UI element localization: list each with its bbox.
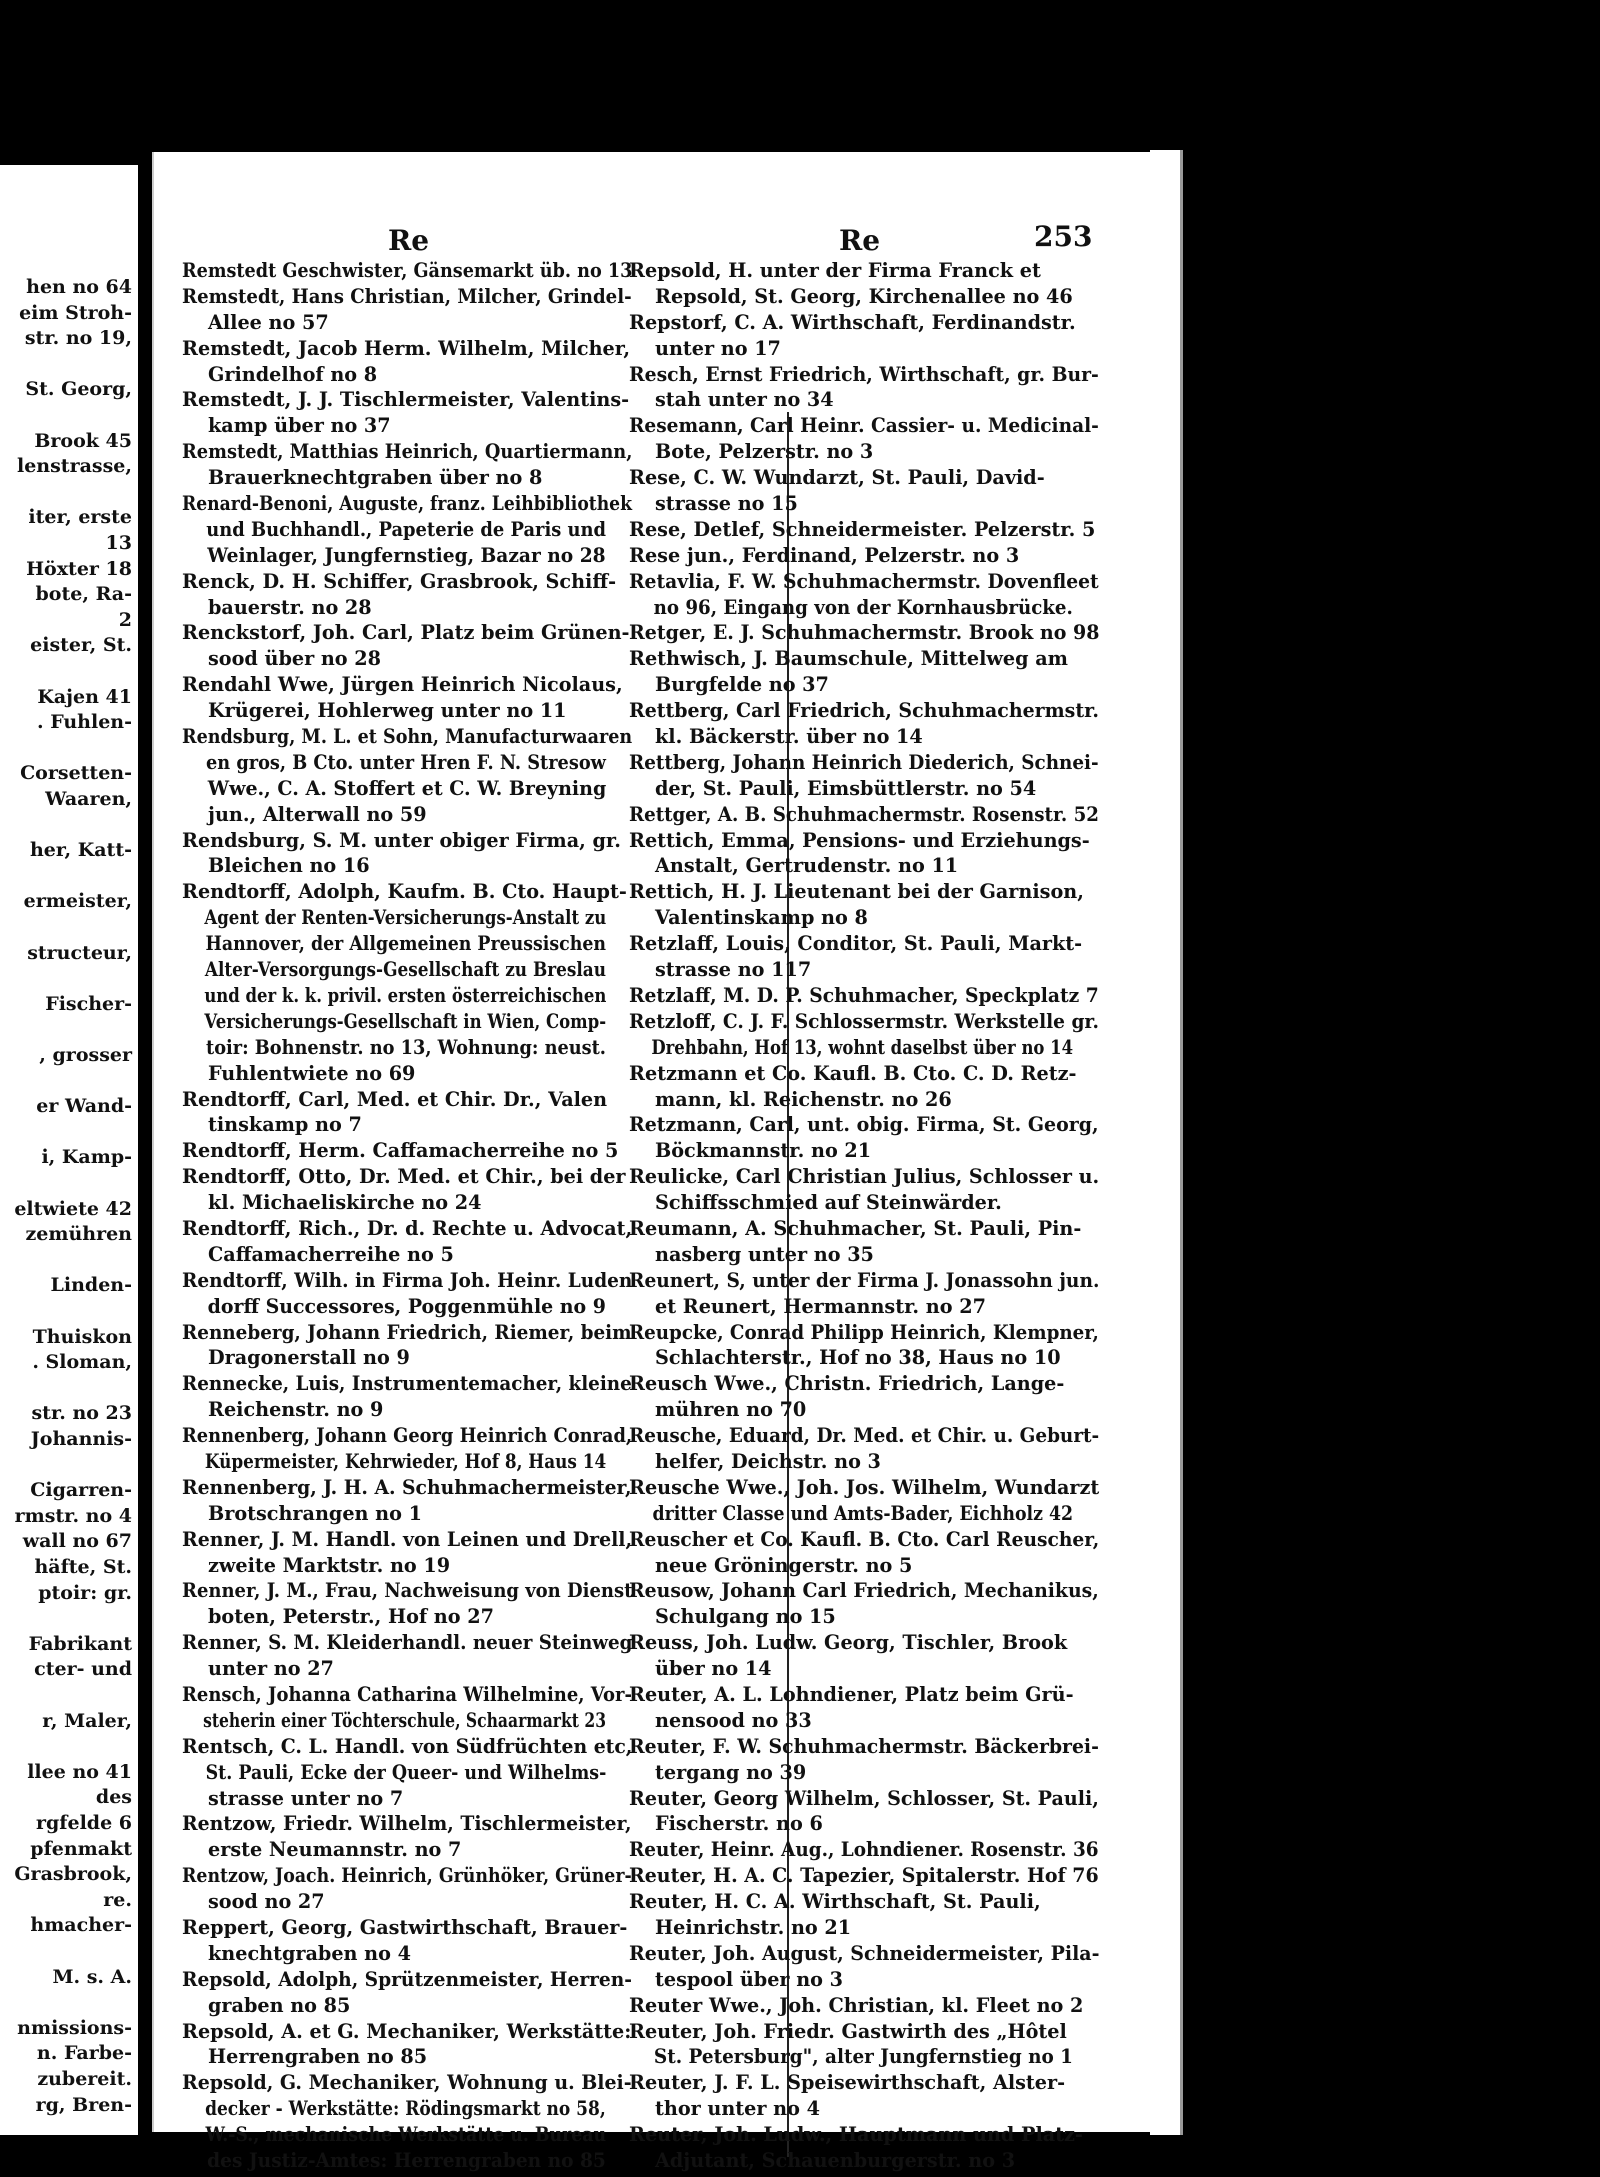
directory-entry bbox=[182, 1475, 640, 1527]
entry-name-line: Reuter, F. W. Schuhmachermstr. Bäckerbrei- bbox=[629, 1734, 1099, 1758]
directory-entry bbox=[182, 1087, 640, 1139]
entry-continuation-line: Caffamacherreihe no 5 bbox=[208, 1242, 454, 1266]
directory-entry bbox=[182, 1863, 640, 1915]
directory-entry bbox=[182, 2019, 640, 2071]
entry-continuation-line: Fischerstr. no 6 bbox=[655, 1812, 823, 1836]
directory-entry bbox=[182, 1371, 640, 1423]
directory-entry bbox=[629, 569, 1109, 621]
left-fragment-line: Waaren, bbox=[45, 788, 132, 810]
directory-entry bbox=[629, 1216, 1109, 1268]
directory-entry bbox=[629, 1164, 1109, 1216]
entry-continuation-line: strasse no 15 bbox=[655, 492, 798, 516]
entry-name-line: Rendtorff, Wilh. in Firma Joh. Heinr. Luden bbox=[182, 1268, 633, 1292]
entry-continuation-line: Burgfelde no 37 bbox=[655, 673, 829, 697]
entry-name-line: Remstedt, Jacob Herm. Wilhelm, Milcher, bbox=[182, 336, 631, 360]
directory-entry bbox=[629, 465, 1109, 517]
directory-entry bbox=[182, 1268, 640, 1320]
entry-continuation-line: steherin einer Töchterschule, Schaarmarkt 23 bbox=[203, 1708, 607, 1732]
left-fragment-line: rg, Bren- bbox=[35, 2093, 132, 2116]
entry-name-line: Reupcke, Conrad Philipp Heinrich, Klempner, bbox=[629, 1320, 1099, 1344]
directory-entry bbox=[182, 491, 640, 569]
entry-name-line: Rettberg, Johann Heinrich Diederich, Schnei- bbox=[629, 750, 1099, 774]
directory-entry bbox=[629, 1578, 1109, 1630]
directory-entry bbox=[182, 1682, 640, 1734]
left-fragment-line: Grasbrook, bbox=[14, 1863, 132, 1886]
entry-name-line: Reuter, Joh. Friedr. Gastwirth des „Hôtel bbox=[629, 2019, 1067, 2043]
left-column bbox=[182, 258, 640, 2174]
entry-name-line: Renner, S. M. Kleiderhandl. neuer Steinweg bbox=[182, 1631, 633, 1655]
entry-name-line: Rentsch, C. L. Handl. von Südfrüchten etc, bbox=[182, 1734, 633, 1758]
directory-entry bbox=[182, 724, 640, 828]
directory-entry bbox=[629, 750, 1109, 802]
left-running-head: Re bbox=[388, 224, 430, 257]
left-fragment-line: wall no 67 bbox=[22, 1530, 132, 1553]
directory-entry bbox=[629, 362, 1109, 414]
entry-name-line: Reulicke, Carl Christian Julius, Schlosser u. bbox=[629, 1165, 1100, 1189]
left-fragment-line: structeur, bbox=[27, 941, 132, 964]
left-fragment-line: str. no 19, bbox=[24, 327, 132, 350]
left-fragment-line: pfenmakt bbox=[30, 1837, 132, 1860]
directory-entry bbox=[182, 2070, 640, 2174]
entry-continuation-line: Brotschrangen no 1 bbox=[208, 1501, 422, 1525]
entry-name-line: Rese jun., Ferdinand, Pelzerstr. no 3 bbox=[629, 543, 1020, 567]
entry-name-line: Reunert, S, unter der Firma J. Jonassohn jun. bbox=[629, 1268, 1100, 1292]
entry-continuation-line: Drehbahn, Hof 13, wohnt daselbst über no 14 bbox=[651, 1035, 1074, 1059]
directory-entry bbox=[629, 879, 1109, 931]
left-fragment-line: Kajen 41 bbox=[37, 685, 132, 708]
entry-name-line: Rettger, A. B. Schuhmachermstr. Rosenstr. 52 bbox=[629, 802, 1099, 826]
entry-name-line: Rettich, H. J. Lieutenant bei der Garnison, bbox=[629, 880, 1084, 904]
left-fragment-line: iter, erste bbox=[28, 506, 132, 529]
directory-entry bbox=[629, 620, 1109, 646]
entry-continuation-line: Brauerknechtgraben über no 8 bbox=[208, 466, 543, 490]
directory-entry bbox=[629, 2019, 1109, 2071]
entry-continuation-line: der, St. Pauli, Eimsbüttlerstr. no 54 bbox=[655, 776, 1037, 800]
entry-name-line: Reuter, H. A. C. Tapezier, Spitalerstr. Hof 76 bbox=[629, 1864, 1099, 1888]
entry-name-line: Reumann, A. Schuhmacher, St. Pauli, Pin- bbox=[629, 1216, 1082, 1240]
entry-name-line: Renckstorf, Joh. Carl, Platz beim Grünen- bbox=[182, 621, 630, 645]
directory-entry bbox=[629, 310, 1109, 362]
directory-entry bbox=[629, 1423, 1109, 1475]
entry-continuation-line: zweite Marktstr. no 19 bbox=[208, 1553, 451, 1577]
entry-name-line: Rese, Detlef, Schneidermeister. Pelzerstr. 5 bbox=[629, 517, 1096, 541]
entry-name-line: Repsold, A. et G. Mechaniker, Werkstätte: bbox=[182, 2019, 632, 2043]
left-fragment-line: 13 bbox=[105, 532, 132, 554]
entry-continuation-line: kl. Michaeliskirche no 24 bbox=[208, 1191, 482, 1215]
directory-entry bbox=[629, 1863, 1109, 1889]
entry-name-line: Reuter, Joh. Ludw., Hauptmann und Platz- bbox=[629, 2123, 1083, 2147]
entry-continuation-line: tespool über no 3 bbox=[655, 1967, 843, 1991]
directory-entry bbox=[629, 828, 1109, 880]
entry-name-line: Reppert, Georg, Gastwirthschaft, Brauer- bbox=[182, 1916, 628, 1939]
entry-name-line: Renner, J. M., Frau, Nachweisung von Dienst bbox=[182, 1579, 633, 1603]
entry-continuation-line: St. Petersburg", alter Jungfernstieg no 1 bbox=[653, 2045, 1073, 2069]
left-fragment-line: zemühren bbox=[25, 1223, 132, 1246]
directory-entry bbox=[629, 1527, 1109, 1579]
entry-continuation-line: strasse no 117 bbox=[655, 958, 812, 982]
left-fragment-line: Fischer- bbox=[45, 992, 132, 1015]
left-fragment-line: i, Kamp- bbox=[41, 1146, 132, 1169]
left-fragment-line: . Sloman, bbox=[32, 1351, 132, 1374]
entry-name-line: Remstedt, J. J. Tischlermeister, Valentins- bbox=[182, 388, 630, 412]
entry-name-line: Retger, E. J. Schuhmachermstr. Brook no 98 bbox=[629, 621, 1100, 645]
left-fragment-line: cter- und bbox=[34, 1658, 132, 1681]
entry-continuation-line: Schlachterstr., Hof no 38, Haus no 10 bbox=[655, 1346, 1061, 1370]
directory-entry bbox=[629, 1889, 1109, 1941]
entry-name-line: Repsold, G. Mechaniker, Wohnung u. Blei- bbox=[182, 2071, 632, 2095]
entry-name-line: Rendtorff, Otto, Dr. Med. et Chir., bei der bbox=[182, 1165, 626, 1189]
entry-name-line: Reusche, Eduard, Dr. Med. et Chir. u. Geburt- bbox=[629, 1424, 1100, 1448]
entry-name-line: Retzlaff, M. D. P. Schuhmacher, Speckplatz 7 bbox=[629, 983, 1099, 1007]
left-fragment-line: er Wand- bbox=[36, 1095, 132, 1118]
entry-name-line: Rendtorff, Herm. Caffamacherreihe no 5 bbox=[182, 1139, 619, 1163]
entry-name-line: Reusche Wwe., Joh. Jos. Wilhelm, Wundarzt bbox=[629, 1475, 1100, 1499]
directory-entry bbox=[182, 620, 640, 672]
entry-continuation-line: Adjutant, Schauenburgerstr. no 3 bbox=[655, 2149, 1016, 2173]
entry-continuation-line: stah unter no 34 bbox=[655, 388, 834, 412]
entry-name-line: Rethwisch, J. Baumschule, Mittelweg am bbox=[629, 647, 1068, 671]
entry-name-line: Reuter Wwe., Joh. Christian, kl. Fleet no 2 bbox=[629, 1993, 1084, 2017]
entry-name-line: Reuter, Georg Wilhelm, Schlosser, St. Pauli, bbox=[629, 1786, 1099, 1810]
entry-name-line: Reuter, A. L. Lohndiener, Platz beim Grü- bbox=[629, 1682, 1074, 1706]
entry-continuation-line: und der k. k. privil. ersten österreichischen bbox=[204, 983, 607, 1007]
entry-continuation-line: bauerstr. no 28 bbox=[208, 595, 372, 619]
left-fragment-line: Höxter 18 bbox=[26, 557, 132, 580]
entry-name-line: Resemann, Carl Heinr. Cassier- u. Medicinal- bbox=[629, 414, 1099, 438]
entry-name-line: Retavlia, F. W. Schuhmachermstr. Dovenfleet bbox=[629, 569, 1099, 593]
left-fragment-line: eister, St. bbox=[30, 634, 132, 657]
directory-entry bbox=[182, 569, 640, 621]
left-fragment-line: Brook 45 bbox=[34, 429, 132, 452]
entry-continuation-line: unter no 27 bbox=[208, 1657, 334, 1681]
left-fragment-line: rgfelde 6 bbox=[36, 1812, 132, 1834]
entry-continuation-line: Herrengraben no 85 bbox=[208, 2045, 428, 2069]
entry-continuation-line: Bote, Pelzerstr. no 3 bbox=[655, 440, 874, 464]
directory-entry bbox=[629, 413, 1109, 465]
directory-entry bbox=[629, 1682, 1109, 1734]
entry-continuation-line: Bleichen no 16 bbox=[208, 854, 370, 878]
entry-continuation-line: sood no 27 bbox=[208, 1890, 325, 1914]
entry-continuation-line: decker - Werkstätte: Rödingsmarkt no 58, bbox=[205, 2097, 606, 2121]
directory-entry bbox=[182, 1138, 640, 1164]
left-fragment-line: zubereit. bbox=[37, 2068, 132, 2090]
entry-name-line: Repstorf, C. A. Wirthschaft, Ferdinandstr. bbox=[629, 310, 1076, 334]
entry-name-line: Retzlaff, Louis, Conditor, St. Pauli, Markt- bbox=[629, 932, 1083, 956]
entry-name-line: Reuscher et Co. Kaufl. B. Cto. Carl Reuscher, bbox=[629, 1527, 1100, 1551]
right-running-head: Re bbox=[839, 224, 881, 257]
entry-continuation-line: helfer, Deichstr. no 3 bbox=[655, 1449, 881, 1473]
directory-entry bbox=[182, 672, 640, 724]
entry-name-line: Renard-Benoni, Auguste, franz. Leihbibliothek bbox=[182, 492, 632, 516]
entry-name-line: Reuter, J. F. L. Speisewirthschaft, Alster- bbox=[629, 2071, 1066, 2095]
entry-name-line: Renck, D. H. Schiffer, Grasbrook, Schiff- bbox=[182, 569, 617, 593]
left-fragment-line: , grosser bbox=[39, 1044, 132, 1066]
directory-entry bbox=[629, 646, 1109, 698]
entry-continuation-line: neue Gröningerstr. no 5 bbox=[655, 1553, 913, 1577]
entry-name-line: Resch, Ernst Friedrich, Wirthschaft, gr. Bur- bbox=[629, 362, 1099, 386]
entry-name-line: Rendtorff, Rich., Dr. d. Rechte u. Advocat, bbox=[182, 1216, 633, 1240]
left-fragment-line: . Fuhlen- bbox=[36, 711, 132, 734]
directory-entry bbox=[629, 543, 1109, 569]
entry-name-line: Remstedt Geschwister, Gänsemarkt üb. no 13 bbox=[182, 259, 633, 282]
entry-name-line: Reuter, Heinr. Aug., Lohndiener. Rosenstr. 36 bbox=[629, 1838, 1099, 1862]
entry-continuation-line: graben no 85 bbox=[208, 1993, 351, 2017]
directory-entry bbox=[629, 1268, 1109, 1320]
directory-entry bbox=[182, 879, 640, 1086]
entry-continuation-line: toir: Bohnenstr. no 13, Wohnung: neust. bbox=[206, 1035, 606, 1059]
entry-continuation-line: St. Pauli, Ecke der Queer- und Wilhelms- bbox=[205, 1760, 607, 1784]
directory-entry bbox=[629, 698, 1109, 750]
entry-continuation-line: Heinrichstr. no 21 bbox=[655, 1916, 852, 1939]
left-fragment-line: ermeister, bbox=[23, 890, 132, 913]
entry-name-line: Reuter, Joh. August, Schneidermeister, Pila- bbox=[629, 1941, 1100, 1965]
entry-continuation-line: Hannover, der Allgemeinen Preussischen bbox=[205, 932, 606, 956]
entry-continuation-line: Anstalt, Gertrudenstr. no 11 bbox=[655, 854, 959, 878]
entry-continuation-line: mühren no 70 bbox=[655, 1398, 807, 1422]
directory-entry bbox=[182, 387, 640, 439]
entry-continuation-line: Krügerei, Hohlerweg unter no 11 bbox=[208, 699, 567, 723]
entry-continuation-line: en gros, B Cto. unter Hren F. N. Stresow bbox=[206, 750, 606, 774]
left-fragment-line: Thuiskon bbox=[32, 1325, 132, 1348]
entry-continuation-line: mann, kl. Reichenstr. no 26 bbox=[655, 1087, 952, 1111]
left-fragment-line: Johannis- bbox=[30, 1428, 132, 1450]
entry-continuation-line: Küpermeister, Kehrwieder, Hof 8, Haus 14 bbox=[204, 1449, 607, 1473]
entry-name-line: Retzmann et Co. Kaufl. B. Cto. C. D. Retz- bbox=[629, 1061, 1077, 1085]
entry-continuation-line: tinskamp no 7 bbox=[208, 1113, 362, 1137]
entry-continuation-line: Wwe., C. A. Stoffert et C. W. Breyning bbox=[207, 776, 607, 800]
directory-entry bbox=[629, 1993, 1109, 2019]
left-fragment-line: des bbox=[95, 1786, 132, 1809]
entry-continuation-line: et Reunert, Hermannstr. no 27 bbox=[655, 1294, 986, 1318]
entry-name-line: Renner, J. M. Handl. von Leinen und Drell, bbox=[182, 1527, 633, 1551]
left-fragment-line: str. no 23 bbox=[31, 1402, 132, 1425]
directory-entry bbox=[629, 1734, 1109, 1786]
left-fragment-line: hmacher- bbox=[30, 1914, 132, 1937]
entry-name-line: Rettberg, Carl Friedrich, Schuhmachermstr. bbox=[629, 699, 1099, 723]
left-fragment-line: M. s. A. bbox=[52, 1965, 132, 1988]
directory-entry bbox=[629, 802, 1109, 828]
left-fragment-line: lenstrasse, bbox=[16, 455, 132, 478]
left-fragment-line: 2 bbox=[118, 608, 132, 631]
entry-continuation-line: unter no 17 bbox=[655, 336, 781, 360]
entry-name-line: Rettich, Emma, Pensions- und Erziehungs- bbox=[629, 828, 1090, 852]
entry-continuation-line: Reichenstr. no 9 bbox=[208, 1398, 384, 1422]
entry-continuation-line: kl. Bäckerstr. über no 14 bbox=[655, 725, 923, 749]
entry-name-line: Reusch Wwe., Christn. Friedrich, Lange- bbox=[629, 1372, 1065, 1396]
entry-continuation-line: Valentinskamp no 8 bbox=[655, 906, 868, 930]
left-fragment-line: Linden- bbox=[50, 1274, 132, 1297]
entry-continuation-line: nensood no 33 bbox=[655, 1708, 812, 1732]
entry-continuation-line: Schiffsschmied auf Steinwärder. bbox=[655, 1191, 1002, 1215]
directory-entry bbox=[629, 983, 1109, 1009]
left-fragment-line: häfte, St. bbox=[34, 1556, 132, 1578]
entry-continuation-line: Allee no 57 bbox=[208, 310, 329, 334]
directory-entry bbox=[182, 439, 640, 491]
left-fragment-line: eltwiete 42 bbox=[14, 1197, 132, 1220]
entry-continuation-line: sood über no 28 bbox=[208, 647, 381, 671]
entry-continuation-line: Weinlager, Jungfernstieg, Bazar no 28 bbox=[207, 543, 606, 567]
directory-entry bbox=[629, 1837, 1109, 1863]
entry-continuation-line: boten, Peterstr., Hof no 27 bbox=[208, 1605, 494, 1629]
left-fragment-line: Corsetten- bbox=[20, 762, 132, 785]
left-fragment-line: rmstr. no 4 bbox=[14, 1504, 132, 1527]
directory-entry bbox=[182, 1578, 640, 1630]
entry-continuation-line: über no 14 bbox=[655, 1657, 772, 1681]
entry-continuation-line: Alter-Versorgungs-Gesellschaft zu Breslau bbox=[204, 958, 606, 982]
left-fragment-line: n. Farbe- bbox=[36, 2042, 132, 2065]
entry-name-line: Rennenberg, Johann Georg Heinrich Conrad, bbox=[182, 1424, 633, 1448]
directory-entry bbox=[629, 258, 1109, 310]
left-page-fragment bbox=[0, 165, 138, 2135]
entry-continuation-line: Repsold, St. Georg, Kirchenallee no 46 bbox=[655, 284, 1073, 308]
left-fragment-line: r, Maler, bbox=[42, 1709, 132, 1732]
entry-name-line: Repsold, Adolph, Sprützenmeister, Herren- bbox=[182, 1967, 633, 1991]
entry-continuation-line: strasse unter no 7 bbox=[208, 1786, 404, 1810]
right-column bbox=[629, 258, 1109, 2174]
entry-name-line: Rendahl Wwe, Jürgen Heinrich Nicolaus, bbox=[182, 673, 623, 697]
entry-continuation-line: nasberg unter no 35 bbox=[655, 1242, 874, 1266]
left-fragment-line: nmissions- bbox=[17, 2016, 132, 2039]
entry-name-line: Rensch, Johanna Catharina Wilhelmine, Vor- bbox=[182, 1682, 632, 1706]
left-fragment-line: re. bbox=[103, 1888, 132, 1911]
entry-name-line: Rendtorff, Adolph, Kaufm. B. Cto. Haupt- bbox=[182, 880, 627, 904]
left-fragment-line: her, Katt- bbox=[29, 839, 132, 862]
entry-name-line: Rendsburg, S. M. unter obiger Firma, gr. bbox=[182, 828, 621, 852]
directory-entry bbox=[629, 931, 1109, 983]
entry-name-line: Rendsburg, M. L. et Sohn, Manufacturwaaren bbox=[182, 725, 633, 749]
entry-name-line: Rennecke, Luis, Instrumentemacher, kleine bbox=[182, 1372, 632, 1396]
entry-continuation-line: Böckmannstr. no 21 bbox=[655, 1139, 872, 1163]
left-fragment-line: bote, Ra- bbox=[35, 583, 132, 606]
entry-name-line: Rennenberg, J. H. A. Schuhmachermeister, bbox=[182, 1475, 632, 1499]
entry-name-line: Remstedt, Matthias Heinrich, Quartiermann, bbox=[182, 440, 633, 464]
left-fragment-line: eim Stroh- bbox=[19, 301, 132, 324]
entry-continuation-line: knechtgraben no 4 bbox=[208, 1941, 411, 1965]
directory-entry bbox=[182, 336, 640, 388]
entry-continuation-line: thor unter no 4 bbox=[655, 2097, 820, 2121]
left-fragment-line: hen no 64 bbox=[26, 276, 132, 298]
left-fragment-line: Fabrikant bbox=[28, 1632, 132, 1655]
entry-name-line: Remstedt, Hans Christian, Milcher, Grindel- bbox=[182, 284, 632, 308]
entry-continuation-line: Fuhlentwiete no 69 bbox=[208, 1061, 416, 1085]
left-fragment-line: llee no 41 bbox=[27, 1760, 132, 1783]
entry-name-line: Rentzow, Friedr. Wilhelm, Tischlermeister, bbox=[182, 1812, 632, 1836]
directory-entry bbox=[629, 517, 1109, 543]
entry-continuation-line: no 96, Eingang von der Kornhausbrücke. bbox=[653, 595, 1073, 619]
directory-entry bbox=[182, 1320, 640, 1372]
directory-entry bbox=[629, 1630, 1109, 1682]
entry-continuation-line: kamp über no 37 bbox=[208, 414, 391, 438]
directory-entry bbox=[629, 2122, 1109, 2174]
entry-name-line: Reuter, H. C. A. Wirthschaft, St. Pauli, bbox=[629, 1890, 1041, 1914]
directory-entry bbox=[629, 1941, 1109, 1993]
entry-name-line: Rendtorff, Carl, Med. et Chir. Dr., Valen bbox=[182, 1087, 608, 1111]
directory-entry bbox=[629, 1061, 1109, 1113]
left-fragment-line: St. Georg, bbox=[25, 378, 132, 401]
entry-continuation-line: W.-S., mechanische Werkstätte u. Bureau bbox=[205, 2123, 607, 2147]
directory-entry bbox=[182, 1423, 640, 1475]
entry-continuation-line: Dragonerstall no 9 bbox=[208, 1346, 410, 1370]
entry-name-line: Reuss, Joh. Ludw. Georg, Tischler, Brook bbox=[629, 1631, 1068, 1655]
directory-entry bbox=[182, 1527, 640, 1579]
directory-entry bbox=[629, 1009, 1109, 1061]
directory-entry bbox=[182, 1915, 640, 1967]
directory-entry bbox=[629, 1320, 1109, 1372]
directory-entry bbox=[182, 1216, 640, 1268]
directory-entry bbox=[182, 1630, 640, 1682]
entry-continuation-line: Versicherungs-Gesellschaft in Wien, Comp- bbox=[204, 1009, 607, 1033]
entry-continuation-line: Schulgang no 15 bbox=[655, 1605, 836, 1629]
directory-entry bbox=[182, 258, 640, 284]
directory-entry bbox=[629, 1786, 1109, 1838]
directory-entry bbox=[182, 1734, 640, 1812]
entry-name-line: Renneberg, Johann Friedrich, Riemer, beim bbox=[182, 1320, 632, 1344]
entry-name-line: Rese, C. W. Wundarzt, St. Pauli, David- bbox=[629, 466, 1045, 490]
entry-continuation-line: des Justiz-Amtes: Herrengraben no 85 bbox=[207, 2149, 606, 2173]
directory-entry bbox=[629, 2070, 1109, 2122]
entry-name-line: Retzloff, C. J. F. Schlossermstr. Werkstelle gr. bbox=[629, 1009, 1099, 1033]
entry-continuation-line: dorff Successores, Poggenmühle no 9 bbox=[207, 1294, 606, 1318]
entry-name-line: Retzmann, Carl, unt. obig. Firma, St. Georg, bbox=[629, 1113, 1099, 1137]
entry-continuation-line: und Buchhandl., Papeterie de Paris und bbox=[206, 517, 607, 541]
directory-entry bbox=[182, 1164, 640, 1216]
entry-continuation-line: tergang no 39 bbox=[655, 1760, 807, 1784]
directory-entry bbox=[182, 1967, 640, 2019]
entry-name-line: Rentzow, Joach. Heinrich, Grünhöker, Grüner- bbox=[182, 1864, 632, 1888]
directory-entry bbox=[629, 1371, 1109, 1423]
left-fragment-line: ptoir: gr. bbox=[38, 1581, 132, 1604]
directory-entry bbox=[629, 1475, 1109, 1527]
entry-name-line: Repsold, H. unter der Firma Franck et bbox=[629, 259, 1041, 282]
entry-continuation-line: Grindelhof no 8 bbox=[208, 362, 378, 386]
entry-continuation-line: dritter Classe und Amts-Bader, Eichholz 42 bbox=[652, 1501, 1074, 1525]
entry-continuation-line: jun., Alterwall no 59 bbox=[208, 802, 427, 826]
page-number: 253 bbox=[1034, 220, 1093, 253]
entry-continuation-line: erste Neumannstr. no 7 bbox=[208, 1838, 462, 1862]
directory-entry bbox=[182, 828, 640, 880]
left-fragment-line: Cigarren- bbox=[30, 1479, 132, 1502]
entry-name-line: Reusow, Johann Carl Friedrich, Mechanikus, bbox=[629, 1579, 1099, 1603]
directory-entry bbox=[182, 1811, 640, 1863]
directory-entry bbox=[182, 284, 640, 336]
entry-continuation-line: Agent der Renten-Versicherungs-Anstalt zu bbox=[204, 906, 607, 930]
directory-entry bbox=[629, 1112, 1109, 1164]
